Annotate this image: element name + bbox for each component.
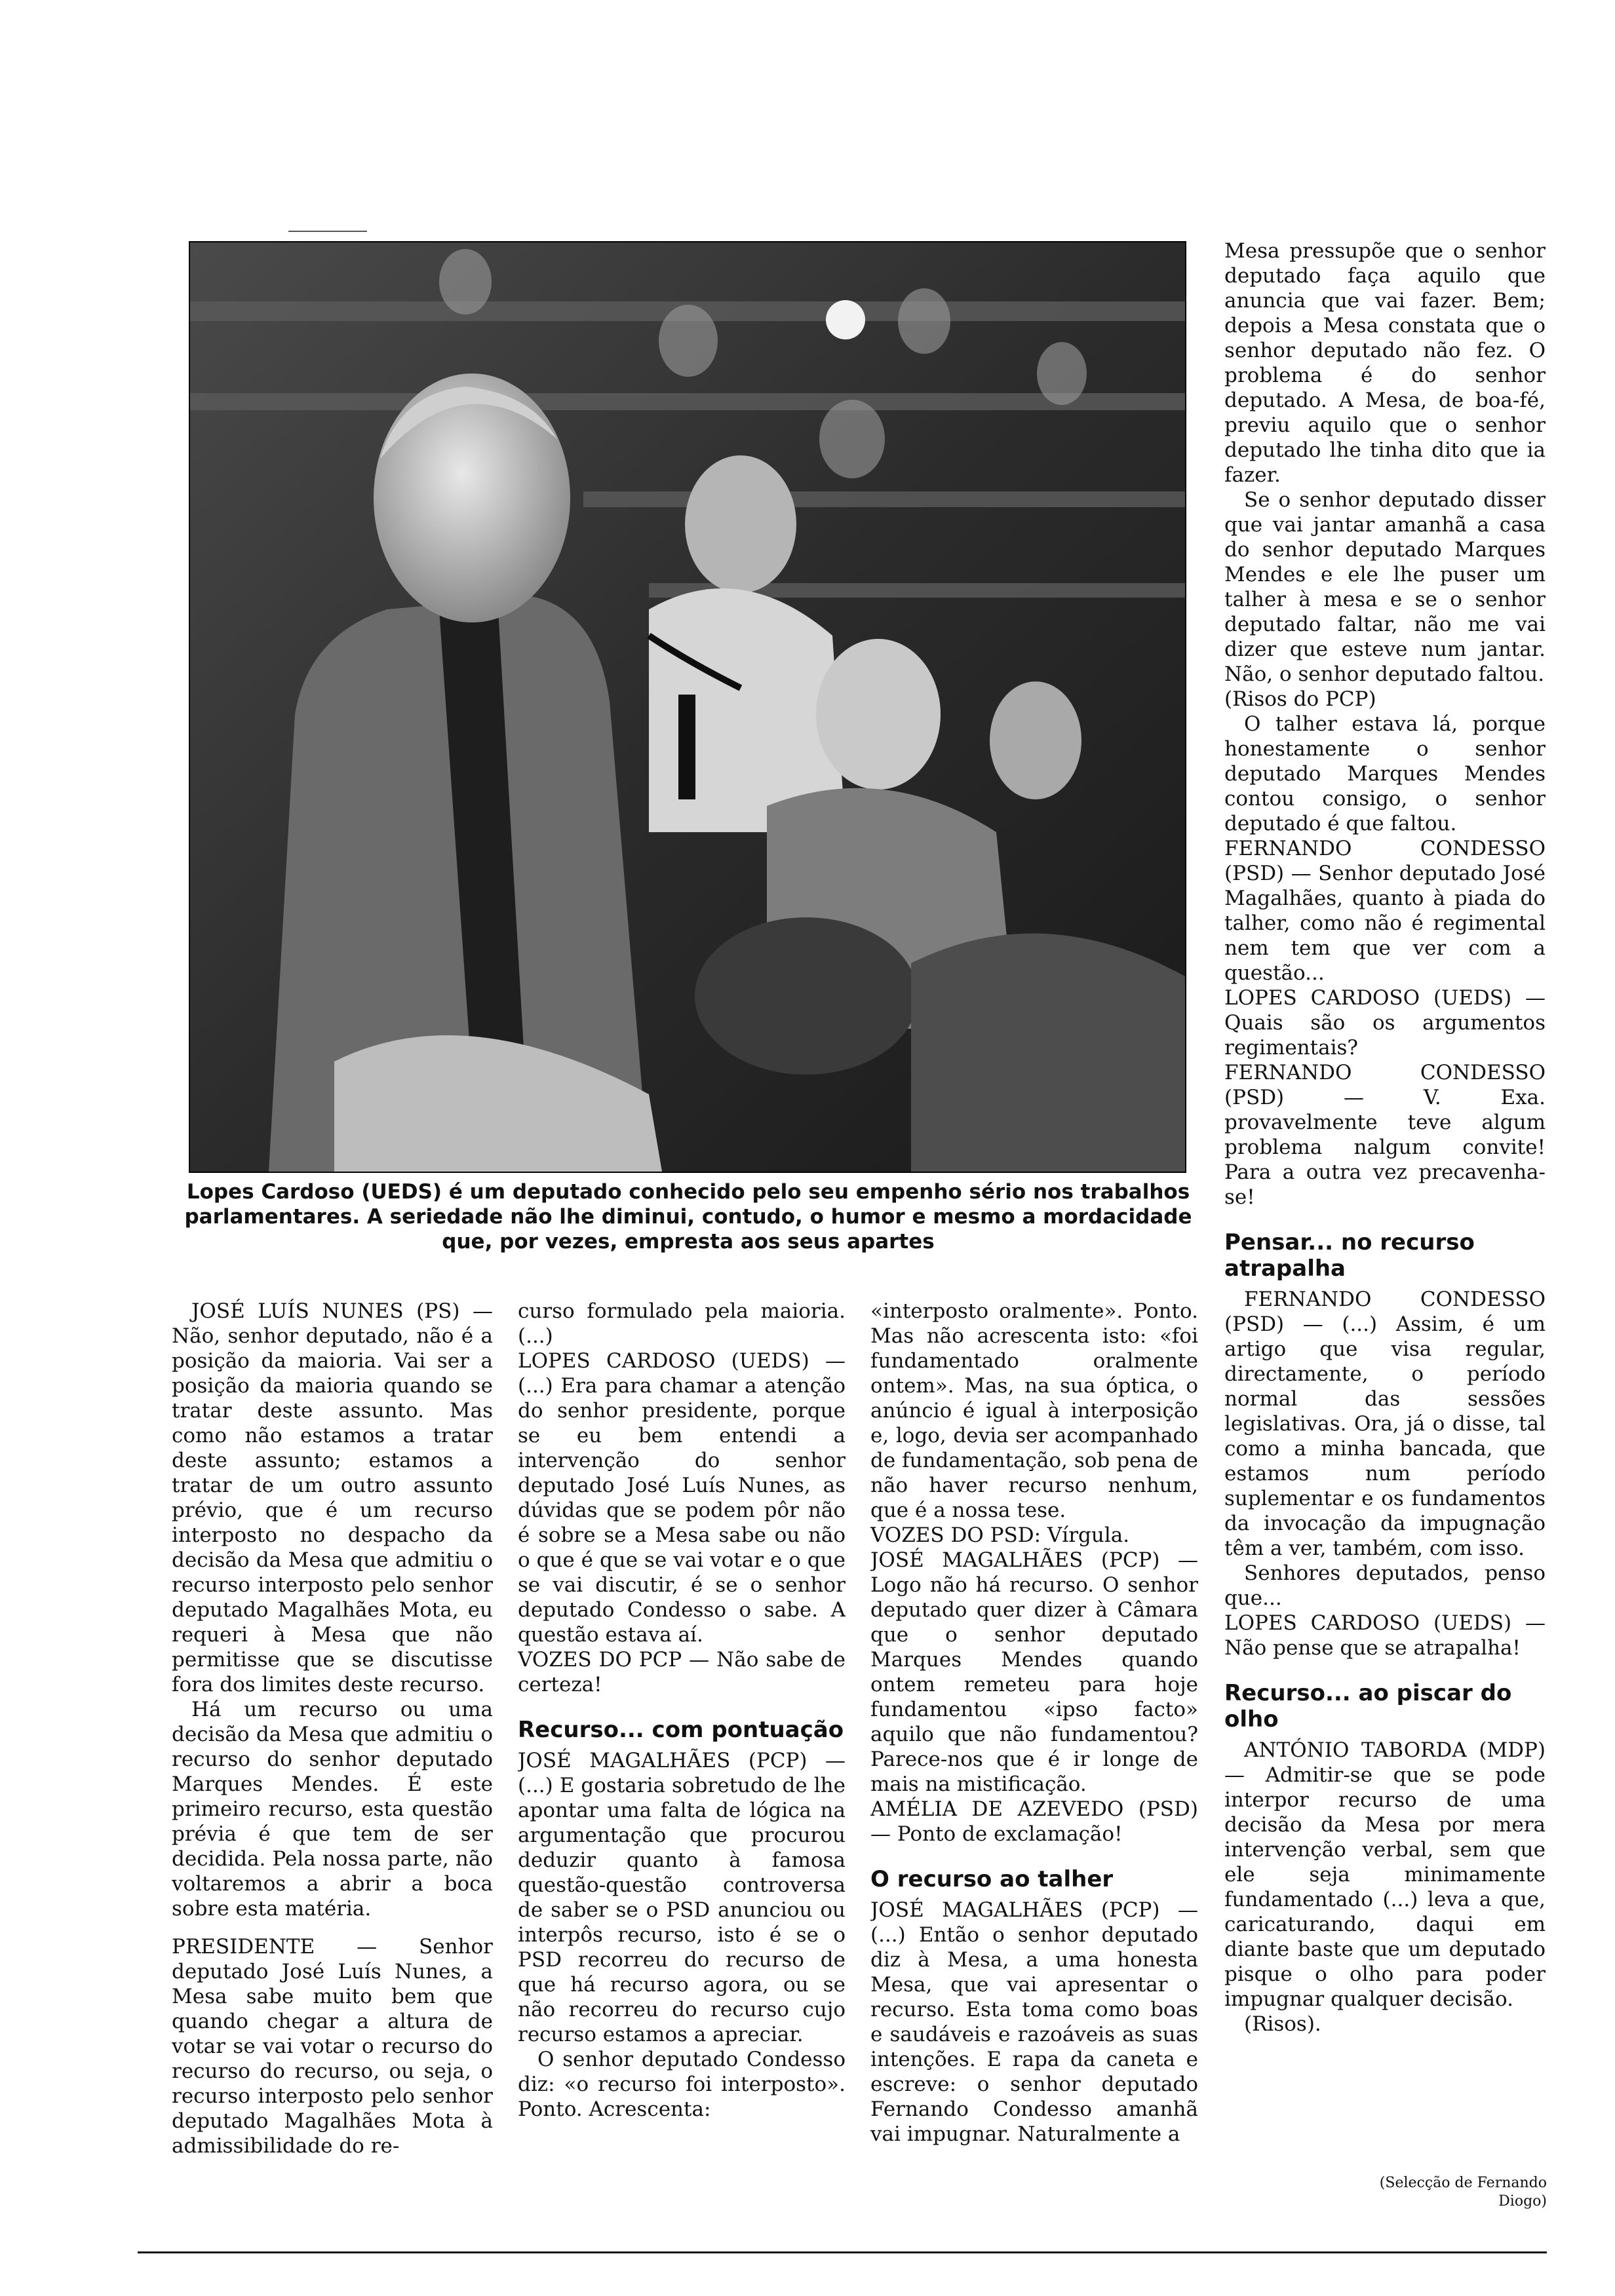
- paragraph: O senhor deputado Condesso diz: «o recurso foi interposto». Ponto. Acrescenta:: [518, 2048, 846, 2121]
- top-rule: [288, 231, 367, 232]
- paragraph: JOSÉ MAGALHÃES (PCP) — Logo não há recurso. O senhor deputado quer dizer à Câmara que o senhor deputado Marques Mendes quando ontem remeteu para hoje fundamentou «ipso facto» aquilo que não fundamentou? Parece-nos que é ir longe de mais na mistificação.: [870, 1548, 1198, 1796]
- column-3: [870, 1299, 1198, 2229]
- section-heading: Recurso... ao piscar do olho: [1224, 1680, 1512, 1732]
- section-heading: Recurso... com pontuação: [518, 1717, 844, 1743]
- column-right: [1224, 239, 1546, 2165]
- section-heading: Pensar... no recurso atrapalha: [1224, 1229, 1475, 1282]
- photo-caption: Lopes Cardoso (UEDS) é um deputado conhecido pelo seu empenho sério nos trabalhos parlamentares. A seriedade não lhe diminui, contudo, o humor e mesmo a mordacidade que, por vezes, empresta aos seus apartes: [184, 1180, 1192, 1253]
- paragraph: LOPES CARDOSO (UEDS) — (...) Era para chamar a atenção do senhor presidente, porque se eu bem entendi a intervenção do senhor deputado José Luís Nunes, as dúvidas que se podem pôr não é sobre se a Mesa sabe ou não o que é que se vai votar e o que se vai discutir, é se o senhor deputado Condesso o sabe. A questão estava aí.: [518, 1349, 846, 1647]
- column-1: [172, 1299, 493, 2229]
- paragraph: JOSÉ MAGALHÃES (PCP) — (...) E gostaria sobretudo de lhe apontar uma falta de lógica na argumentação que procurou deduzir quanto à famosa questão-questão controversa de saber se o PSD anunciou ou interpôs recurso, isto é se o PSD recorreu do recurso de que há recurso agora, ou se não recorreu do recurso cujo recurso estamos a apreciar.: [518, 1749, 846, 2046]
- selection-credit: (Selecção de Fernando Diogo): [1379, 2175, 1547, 2210]
- paragraph: Há um recurso ou uma decisão da Mesa que admitiu o recurso do senhor deputado Marques Mendes. É este primeiro recurso, esta questão prévia é que tem de ser decidida. Pela nossa parte, não voltaremos a abrir a boca sobre esta matéria.: [172, 1698, 493, 1921]
- paragraph: FERNANDO CONDESSO (PSD) — Senhor deputado José Magalhães, quanto à piada do talher, como não é regimental nem tem que ver com a questão...: [1224, 837, 1546, 985]
- column-2: [518, 1299, 846, 2229]
- paragraph: ANTÓNIO TABORDA (MDP) — Admitir-se que se pode interpor recurso de uma decisão da Mesa por mera intervenção verbal, sem que ele seja minimamente fundamentado (...) leva a que, caricaturando, daqui em diante baste que um deputado pisque o olho para poder impugnar qualquer decisão.: [1224, 1738, 1546, 2011]
- paragraph: LOPES CARDOSO (UEDS) — Quais são os argumentos regimentais?: [1224, 986, 1546, 1060]
- bottom-rule: [138, 2251, 1547, 2253]
- paragraph: JOSÉ MAGALHÃES (PCP) — (...) Então o senhor deputado diz à Mesa, a uma honesta Mesa, que vai apresentar o recurso. Esta toma como boas e saudáveis e razoáveis as suas intenções. E rapa da caneta e escreve: o senhor deputado Fernando Condesso amanhã vai impugnar. Naturalmente a: [870, 1898, 1198, 2146]
- paragraph: FERNANDO CONDESSO (PSD) — V. Exa. provavelmente teve algum problema nalgum convite! Para a outra vez precavenha-se!: [1224, 1061, 1546, 1209]
- paragraph: PRESIDENTE — Senhor deputado José Luís Nunes, a Mesa sabe muito bem que quando chegar a altura de votar se vai votar o recurso do recurso do recurso, ou seja, o recurso interposto pelo senhor deputado Magalhães Mota à admissibilidade do re-: [172, 1935, 493, 2158]
- paragraph: JOSÉ LUÍS NUNES (PS) — Não, senhor deputado, não é a posição da maioria. Vai ser a posição da maioria quando se tratar deste assunto. Mas como não estamos a tratar deste assunto; estamos a tratar de um outro assunto prévio, que é um recurso interposto no despacho da decisão da Mesa que admitiu o recurso interposto pelo senhor deputado Magalhães Mota, eu requeri à Mesa que não permitisse que se discutisse fora dos limites deste recurso.: [172, 1299, 493, 1696]
- paragraph: Mesa pressupõe que o senhor deputado faça aquilo que anuncia que vai fazer. Bem; depois a Mesa constata que o senhor deputado não fez. O problema é do senhor deputado. A Mesa, de boa-fé, previu aquilo que o senhor deputado lhe tinha dito que ia fazer.: [1224, 239, 1546, 487]
- paragraph: (Risos).: [1244, 2012, 1321, 2036]
- paragraph: VOZES DO PSD: Vírgula.: [870, 1523, 1130, 1547]
- paragraph: «interposto oralmente». Ponto. Mas não acrescenta isto: «foi fundamentado oralmente ontem». Mas, na sua óptica, o anúncio é igual à interposição e, logo, devia ser acompanhado de fundamentação, sob pena de não haver recurso nenhum, que é a nossa tese.: [870, 1299, 1198, 1522]
- parliament-photo: [189, 241, 1186, 1173]
- paragraph: curso formulado pela maioria.(...): [518, 1299, 846, 1348]
- paragraph: Senhores deputados, penso que...: [1224, 1561, 1546, 1610]
- paragraph: VOZES DO PCP — Não sabe de certeza!: [518, 1648, 846, 1696]
- section-heading: O recurso ao talher: [870, 1866, 1114, 1892]
- paragraph: LOPES CARDOSO (UEDS) — Não pense que se atrapalha!: [1224, 1611, 1546, 1660]
- paragraph: AMÉLIA DE AZEVEDO (PSD) — Ponto de exclamação!: [870, 1797, 1198, 1846]
- paragraph: (Risos do PCP): [1224, 687, 1376, 711]
- paragraph: Se o senhor deputado disser que vai jantar amanhã a casa do senhor deputado Marques Mendes e ele lhe puser um talher à mesa e se o senhor deputado faltar, não me vai dizer que esteve num jantar. Não, o senhor deputado faltou.: [1224, 488, 1546, 686]
- photo-illustration: [190, 242, 1185, 1172]
- paragraph: FERNANDO CONDESSO (PSD) — (...) Assim, é um artigo que visa regular, directamente, o período normal das sessões legislativas. Ora, já o disse, tal como a minha bancada, que estamos num período suplementar e os fundamentos da invocação da impugnação têm a ver, também, com isso.: [1224, 1288, 1546, 1560]
- paragraph: O talher estava lá, porque honestamente o senhor deputado Marques Mendes contou consigo, o senhor deputado é que faltou.: [1224, 712, 1546, 835]
